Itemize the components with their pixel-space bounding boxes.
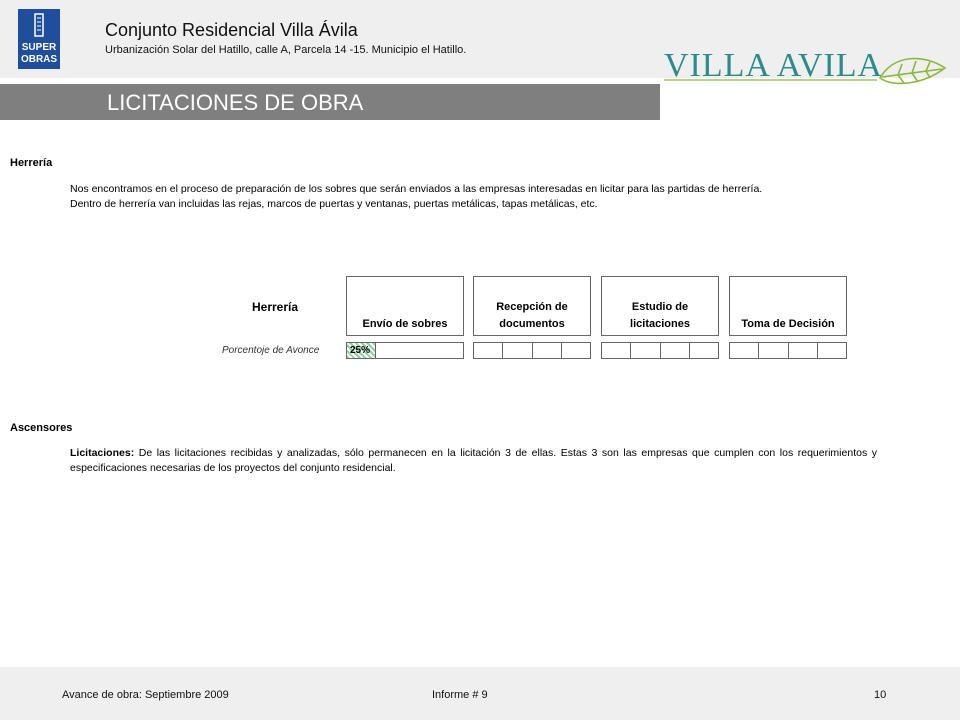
brand-logo-text: VILLA AVILA xyxy=(664,47,884,84)
progress-cell xyxy=(474,343,503,358)
ascensores-heading: Ascensores xyxy=(10,422,73,434)
stage-label-line2: Envío de sobres xyxy=(362,318,448,330)
progress-cell xyxy=(730,343,759,358)
company-title: Conjunto Residencial Villa Ávila xyxy=(105,20,358,40)
footer-report-number: Informe # 9 xyxy=(432,689,488,701)
stage-label-line2: documentos xyxy=(499,318,565,330)
herreria-paragraph xyxy=(70,182,877,211)
stage-label xyxy=(347,316,463,333)
footer-report-date: Avance de obra: Septiembre 2009 xyxy=(62,689,229,701)
progress-cell xyxy=(602,343,631,358)
progress-cell xyxy=(661,343,690,358)
logo-text-line1: SUPER xyxy=(21,42,57,53)
progress-cell xyxy=(631,343,660,358)
stage-box xyxy=(473,276,591,336)
progress-track-stage-2 xyxy=(473,342,591,359)
progress-track-stage-1 xyxy=(346,342,464,359)
progress-value: 25% xyxy=(350,345,371,356)
progress-cell xyxy=(503,343,532,358)
stage-box xyxy=(729,276,847,336)
progress-cell xyxy=(789,343,818,358)
stage-box xyxy=(346,276,464,336)
stage-label-line1: Recepción de xyxy=(496,301,568,313)
stage-label-line2: Toma de Decisión xyxy=(741,318,835,330)
tower-icon xyxy=(32,12,46,38)
stage-diagram-title: Herrería xyxy=(252,300,299,314)
progress-cell xyxy=(818,343,846,358)
villa-avila-logo xyxy=(662,40,952,100)
company-subtitle: Urbanización Solar del Hatillo, calle A, Parcela 14 -15. Municipio el Hatillo. xyxy=(105,44,467,56)
progress-cell xyxy=(562,343,590,358)
stage-box xyxy=(601,276,719,336)
footer-page-number: 10 xyxy=(874,689,887,701)
stage-label xyxy=(730,316,846,333)
progress-cell xyxy=(533,343,562,358)
section-title: LICITACIONES DE OBRA xyxy=(107,90,364,115)
herreria-heading: Herrería xyxy=(10,157,53,169)
ascensores-paragraph-text: De las licitaciones recibidas y analizadas, sólo permanecen en la licitación 3 de ellas. Estas 3 son las empresas que cumplen con los requerimientos y especificaciones necesarias de los proyectos del conjunto residencial. xyxy=(70,447,877,474)
herreria-paragraph-line2: Dentro de herrería van incluidas las rejas, marcos de puertas y ventanas, puertas metálicas, tapas metálicas, etc. xyxy=(70,197,598,210)
progress-track-stage-4 xyxy=(729,342,847,359)
super-obras-logo xyxy=(18,9,60,69)
section-banner xyxy=(0,84,660,120)
footer xyxy=(0,667,960,720)
stage-label xyxy=(474,299,590,333)
stage-label-line2: licitaciones xyxy=(630,318,690,330)
logo-text-line2: OBRAS xyxy=(20,54,58,65)
stage-label xyxy=(602,299,718,333)
progress-track-stage-3 xyxy=(601,342,719,359)
progress-cell xyxy=(759,343,788,358)
ascensores-bold-lead: Licitaciones: xyxy=(70,447,135,459)
leaf-icon xyxy=(880,59,945,84)
progress-label: Porcentoje de Avonce xyxy=(222,345,320,356)
stage-label-line1: Estudio de xyxy=(631,301,689,313)
herreria-paragraph-line1: Nos encontramos en el proceso de preparación de los sobres que serán enviados a las empresas interesadas en licitar para las partidas de herrería. xyxy=(70,183,763,195)
ascensores-paragraph xyxy=(70,446,877,475)
progress-cell xyxy=(690,343,718,358)
